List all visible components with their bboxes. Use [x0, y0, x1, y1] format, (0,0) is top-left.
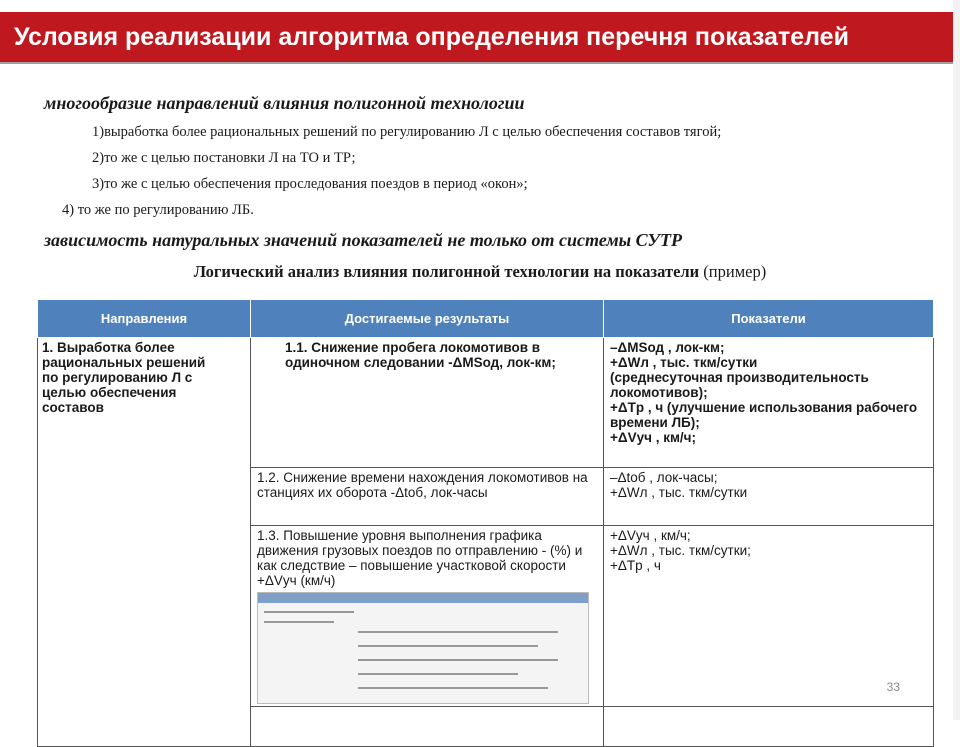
- result-text: 1.2. Снижение времени нахождения локомотивов на станциях их оборота -Δtоб, лок-часы: [257, 470, 588, 500]
- indicator-text: +ΔWл , тыс. ткм/сутки: [610, 355, 758, 370]
- analysis-table: [37, 299, 934, 747]
- indicator-text: +ΔVуч , км/ч;: [610, 430, 697, 445]
- list-item: 4) то же по регулированию ЛБ.: [62, 202, 254, 218]
- slide-title: Условия реализации алгоритма определения перечня показателей: [0, 12, 953, 62]
- indicator-text: +ΔTр , ч (улучшение использования рабочего времени ЛБ);: [610, 400, 918, 430]
- indicator-text: +ΔWл , тыс. ткм/сутки: [610, 485, 748, 500]
- heading-dependency: зависимость натуральных значений показателей не только от системы СУТР: [44, 230, 682, 250]
- cell-result: [251, 526, 604, 707]
- list-item: 3)то же с целью обеспечения проследования поездов в период «окон»;: [92, 176, 528, 192]
- col-header-results: Достигаемые результаты: [251, 300, 604, 338]
- cell-indicators: [604, 468, 934, 526]
- page-number: 33: [886, 680, 900, 694]
- cell-direction: [38, 338, 251, 747]
- indicator-text: (среднесуточная производительность локомотивов);: [610, 370, 869, 400]
- col-header-directions: Направления: [38, 300, 251, 338]
- indicator-text: +ΔVуч , км/ч;: [610, 528, 691, 543]
- result-text: 1.1. Снижение пробега локомотивов в одиночном следовании -ΔMSод, лок-км;: [285, 340, 556, 370]
- analysis-subtitle: [0, 262, 960, 282]
- cell-result: [251, 707, 604, 747]
- direction-text: 1. Выработка более рациональных решений по регулированию Л с целью обеспечения составов: [42, 340, 206, 415]
- indicator-text: –Δtоб , лок-часы;: [610, 470, 718, 485]
- title-underline: [0, 62, 953, 64]
- indicator-text: –ΔMSод , лок-км;: [610, 340, 725, 355]
- subtitle-note: (пример): [703, 262, 767, 281]
- col-header-indicators: Показатели: [604, 300, 934, 338]
- cell-indicators: [604, 707, 934, 747]
- cell-result: [251, 468, 604, 526]
- cell-indicators: [604, 526, 934, 707]
- indicator-text: +ΔTр , ч: [610, 558, 661, 573]
- result-text: 1.3. Повышение уровня выполнения графика движения грузовых поездов по отправлению - (%) и как следствие – повышение участковой скорости +ΔVуч (км/ч): [257, 528, 583, 588]
- list-item: 2)то же с целью постановки Л на ТО и ТР;: [92, 150, 356, 166]
- embedded-table-thumbnail: [257, 592, 589, 704]
- cell-result: [251, 338, 604, 468]
- scrollbar-track[interactable]: [953, 0, 960, 720]
- list-item: 1)выработка более рациональных решений по регулированию Л с целью обеспечения составов тягой;: [92, 124, 722, 140]
- subtitle-text: Логический анализ влияния полигонной технологии на показатели: [193, 262, 700, 281]
- heading-directions: многообразие направлений влияния полигонной технологии: [44, 93, 525, 113]
- indicator-text: +ΔWл , тыс. ткм/сутки;: [610, 543, 751, 558]
- cell-indicators: [604, 338, 934, 468]
